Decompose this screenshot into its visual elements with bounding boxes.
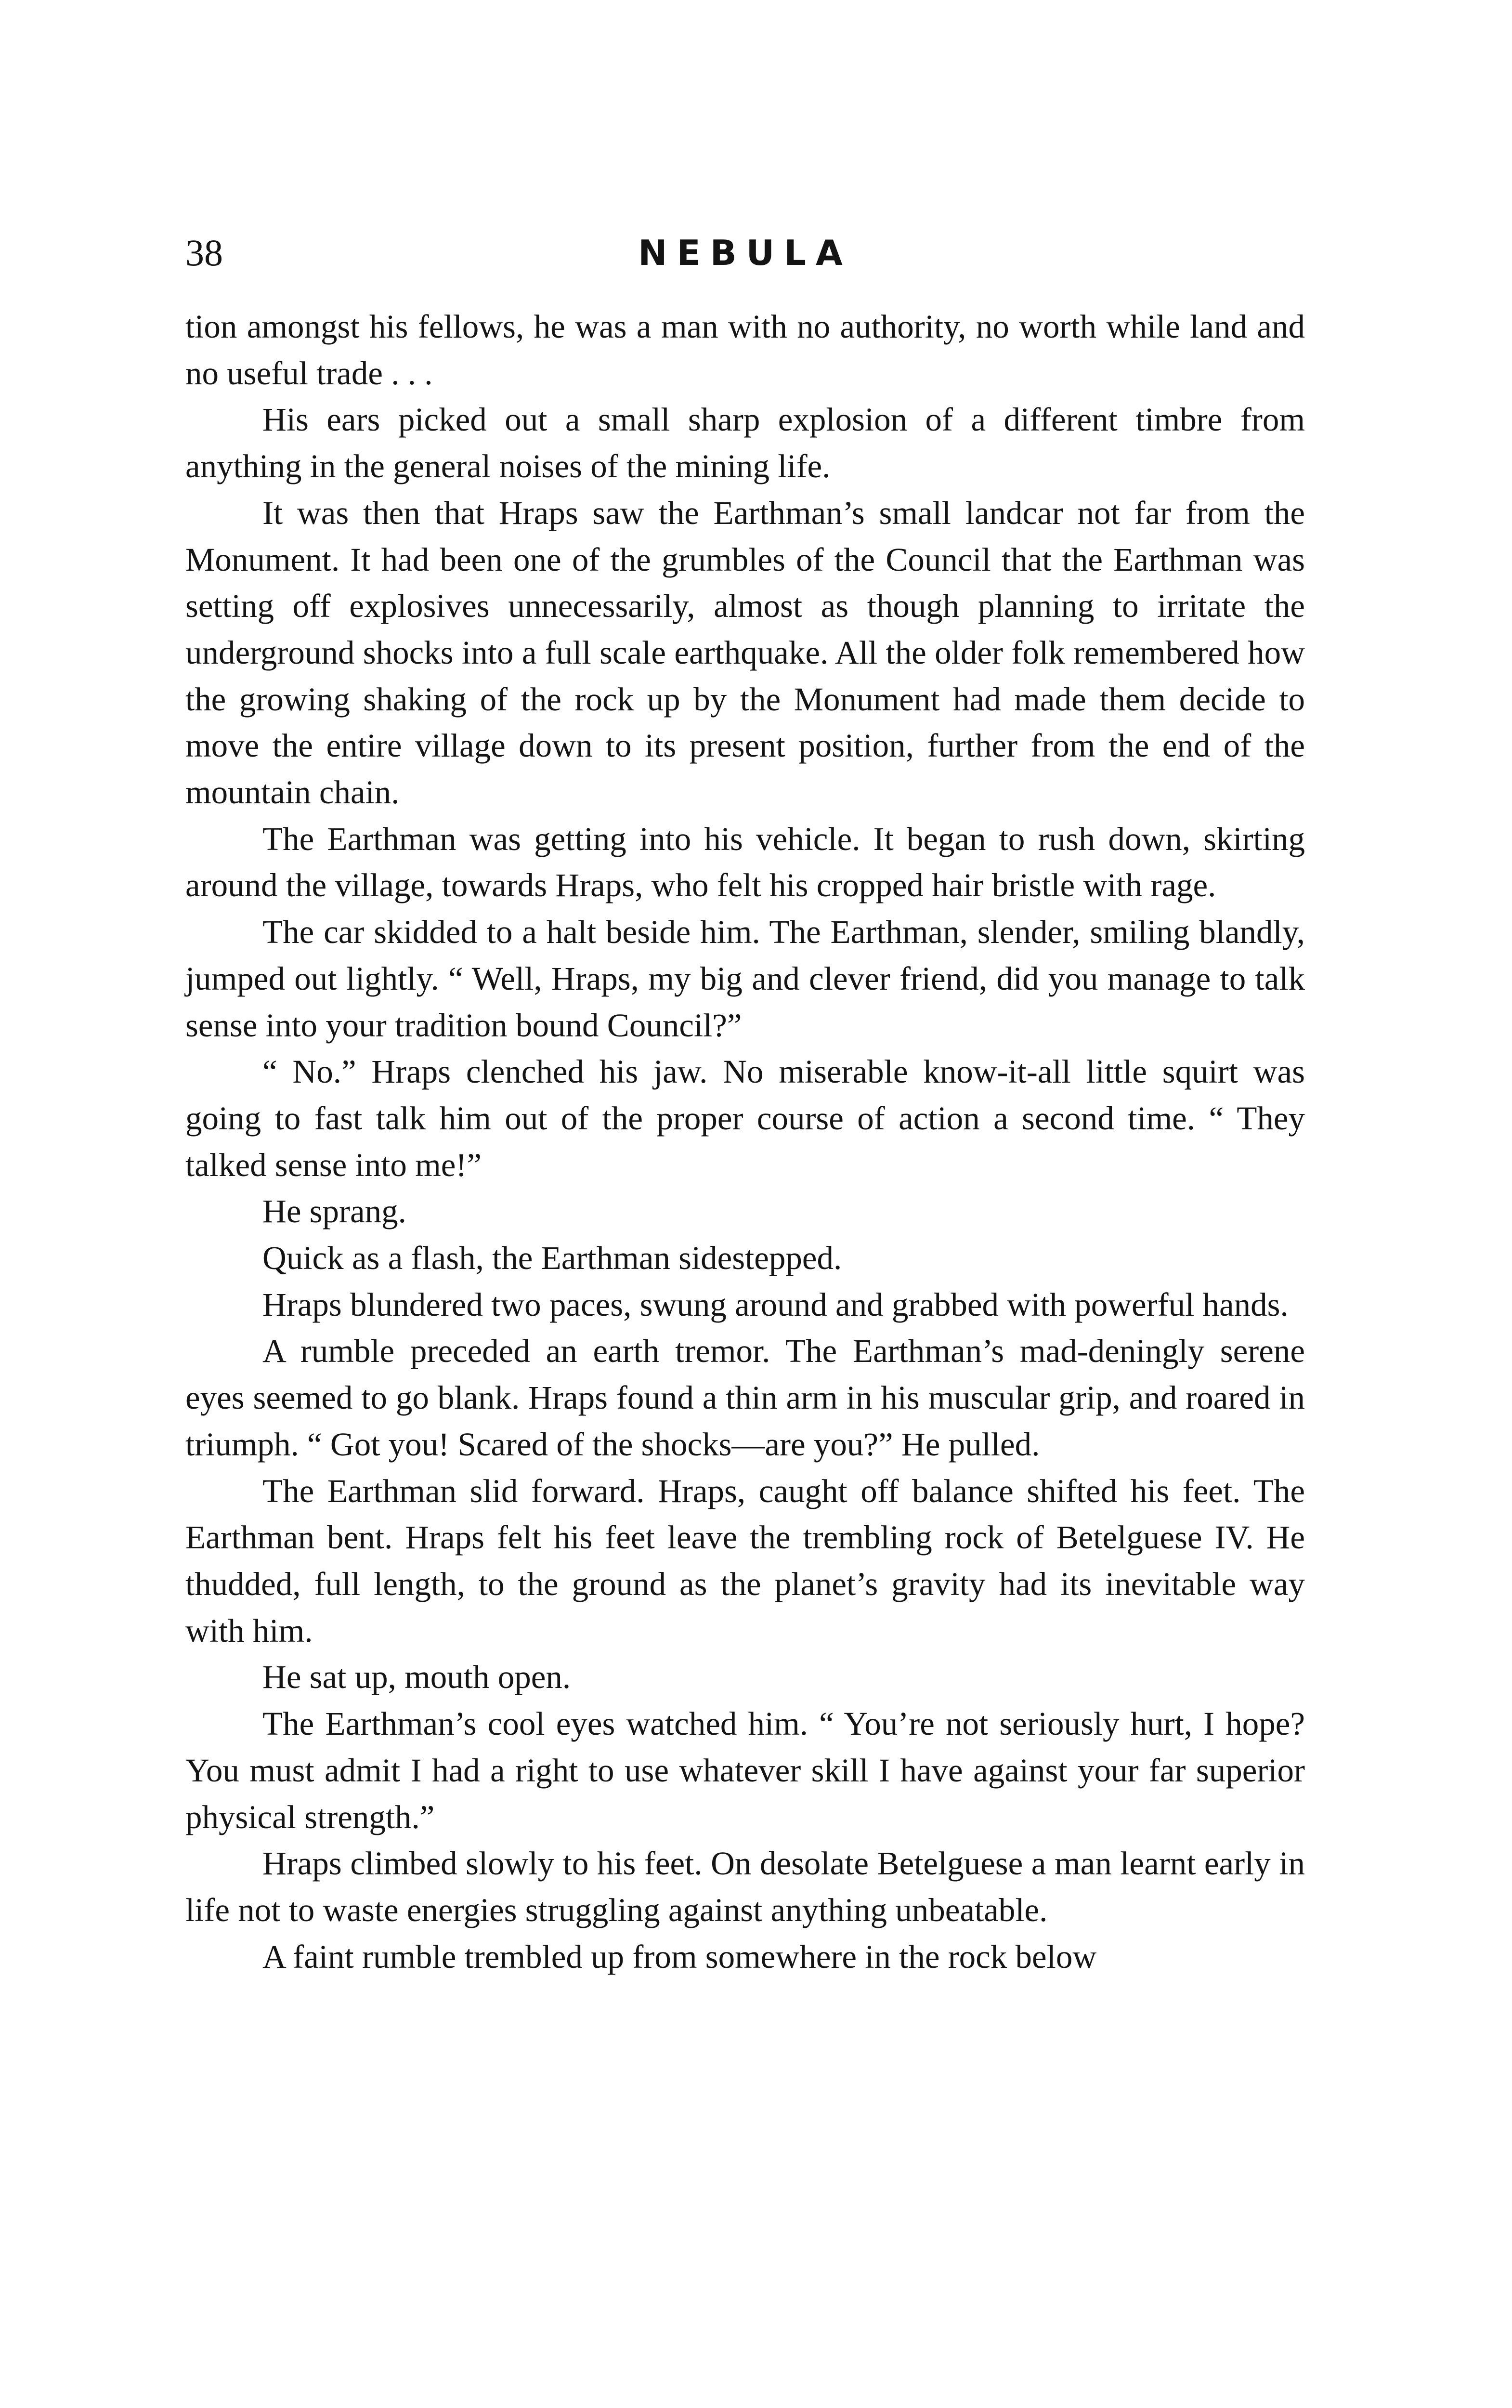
paragraph: “ No.” Hraps clenched his jaw. No miserable know-it-all little squirt was going to fast talk him out of the proper course of action a second time. “ They talked sense into me!” [185, 1053, 1305, 1183]
paragraph: His ears picked out a small sharp explosion of a different timbre from anything in the general noises of the mining life. [185, 401, 1305, 485]
paragraph: The Earthman slid forward. Hraps, caught off balance shifted his feet. The Earthman bent. Hraps felt his feet leave the trembling rock of Betelguese IV. He thudded, full length, to the ground as the planet’s gravity had its inevitable way with him. [185, 1472, 1305, 1649]
body-text [185, 303, 1305, 1980]
page-header [185, 226, 1305, 279]
paragraph: The car skidded to a halt beside him. The Earthman, slender, smiling blandly, jumped out lightly. “ Well, Hraps, my big and clever friend, did you manage to talk sense into your tradition bound Council?” [185, 914, 1305, 1044]
paragraph: A rumble preceded an earth tremor. The Earthman’s mad-deningly serene eyes seemed to go blank. Hraps found a thin arm in his muscular grip, and roared in triumph. “ Got you! Scared of the shocks—are you?” He pulled. [185, 1333, 1305, 1463]
paragraph: A faint rumble trembled up from somewhere in the rock below [262, 1938, 1097, 1975]
paragraph: He sat up, mouth open. [262, 1659, 571, 1696]
paragraph: Hraps blundered two paces, swung around and grabbed with powerful hands. [262, 1286, 1289, 1323]
paragraph: Quick as a flash, the Earthman sidestepped. [262, 1240, 842, 1277]
paragraph: The Earthman’s cool eyes watched him. “ You’re not seriously hurt, I hope? You must admit I had a right to use whatever skill I have against your far superior physical strength.” [185, 1705, 1305, 1835]
paragraph: Hraps climbed slowly to his feet. On desolate Betelguese a man learnt early in life not to waste energies struggling against anything unbeatable. [185, 1845, 1305, 1928]
page-number: 38 [185, 232, 223, 274]
paragraph: It was then that Hraps saw the Earthman’s small landcar not far from the Monument. It had been one of the grumbles of the Council that the Earthman was setting off explosives unnecessarily, almost as though planning to irritate the underground shocks into a full scale earthquake. All the older folk remembered how the growing shaking of the rock up by the Monument had made them decide to move the entire village down to its present position, further from the end of the mountain chain. [185, 494, 1305, 811]
running-head-title: NEBULA [638, 233, 852, 273]
paragraph: tion amongst his fellows, he was a man with no authority, no worth while land and no useful trade . . . [185, 308, 1305, 392]
paragraph: The Earthman was getting into his vehicle. It began to rush down, skirting around the village, towards Hraps, who felt his cropped hair bristle with rage. [185, 820, 1305, 904]
paragraph: He sprang. [262, 1193, 406, 1230]
